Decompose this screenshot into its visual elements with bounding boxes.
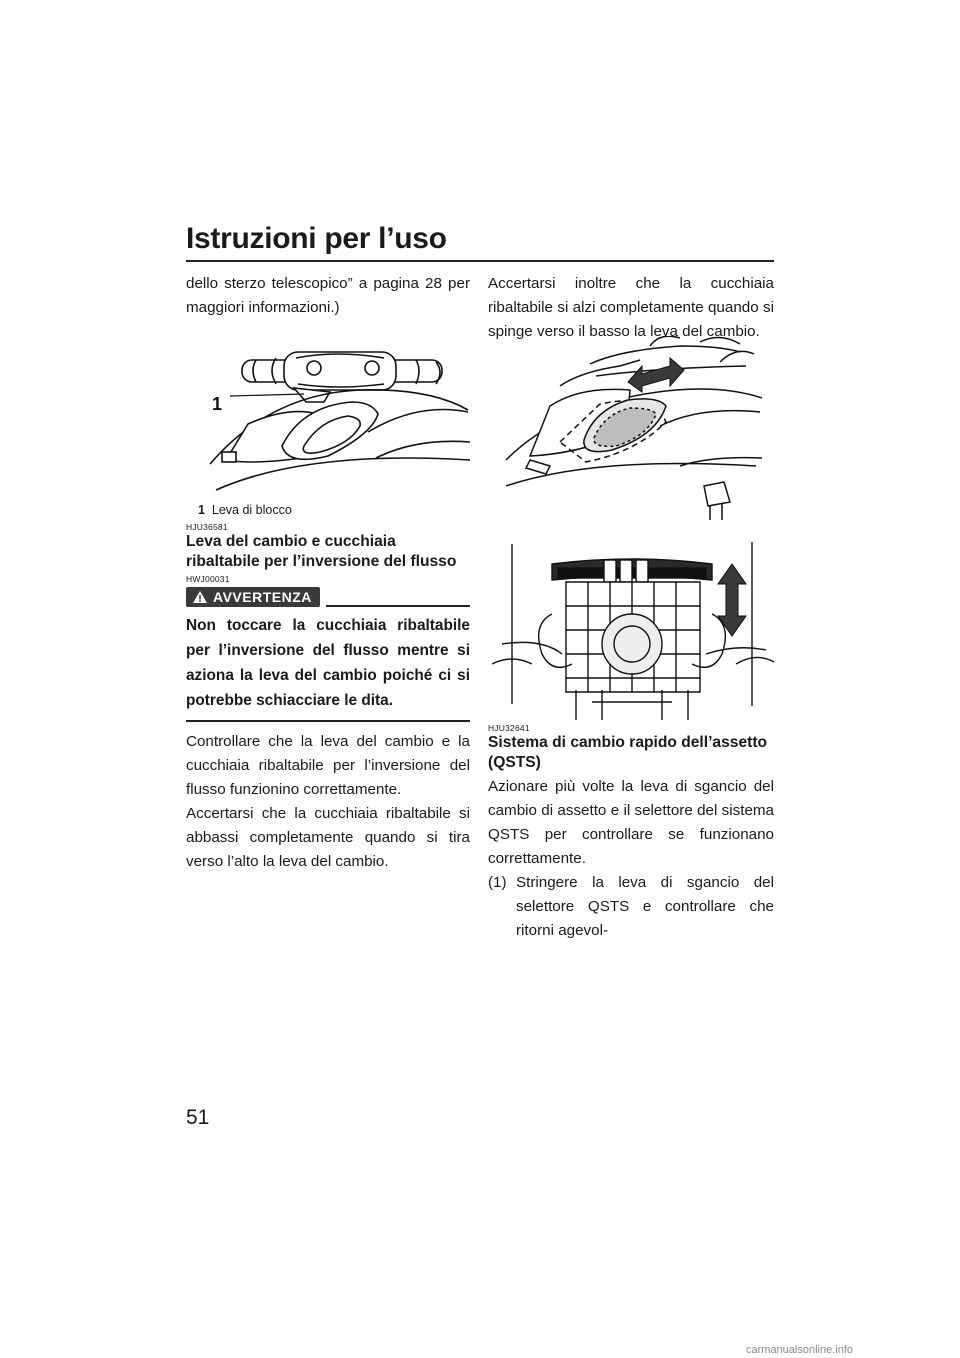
section-code: HJU36581 [186,522,228,532]
figure-reverse-bucket [492,534,774,722]
figure-handlebar-lock-lever [186,340,470,500]
section-heading-qsts: Sistema di cambio rapido dell’assetto (QSTS) [488,734,768,771]
section-code-qsts: HJU32641 [488,723,530,733]
qsts-paragraph-1: Azionare più volte la leva di sgancio del cambio di assetto e il selettore del sistema QSTS per controllare se funzionano correttamente. [488,778,774,867]
figure1-caption [198,503,292,517]
section-qsts [488,723,774,943]
warning-label: AVVERTENZA [213,589,312,605]
figure-shift-lever [500,336,762,520]
section-paragraph-2: Accertarsi che la cucchiaia ribaltabile si abbassi completamente quando si tira verso l’alto la leva del cambio. [186,805,470,870]
page-title: Istruzioni per l’uso [186,222,447,255]
section-paragraph-1: Controllare che la leva del cambio e la cucchiaia ribaltabile per l’inversione del flusso funzionino correttamente. [186,733,470,798]
figure1-callout-number: 1 [212,394,223,414]
warning-badge [186,587,320,607]
header-rule [186,260,774,262]
right-column [488,272,774,344]
warning-code: HWJ00031 [186,574,230,584]
warning-triangle-icon [192,590,208,604]
watermark: carmanualsonline.info [746,1344,854,1356]
qsts-list-item-1 [488,871,774,943]
warning-header [186,587,470,607]
section-heading: Leva del cambio e cucchiaia ribaltabile per l’inversione del flusso [186,533,457,570]
left-paragraph-1: dello sterzo telescopico” a pagina 28 per maggiori informazioni.) [186,275,470,316]
vertical-double-arrow-icon [718,564,746,636]
list-item-number: (1) [488,874,507,891]
figure1-caption-number: 1 [198,503,205,517]
warning-top-rule [326,605,470,607]
left-column [186,272,470,320]
figure1-caption-text: Leva di blocco [211,503,292,517]
list-item-text: Stringere la leva di sgancio del selettore QSTS e controllare che ritorni agevol- [516,874,774,939]
warning-text: Non toccare la cucchiaia ribaltabile per l’inversione del flusso mentre si aziona la leva del cambio poiché ci si potrebbe schiacciare le dita. [186,617,470,709]
right-paragraph-1: Accertarsi inoltre che la cucchiaia ribaltabile si alzi completamente quando si spinge verso il basso la leva del cambio. [488,275,774,340]
double-arrow-icon [628,358,684,392]
page-number: 51 [186,1106,210,1129]
warning-bottom-rule [186,720,470,722]
section-shift-lever [186,522,470,874]
